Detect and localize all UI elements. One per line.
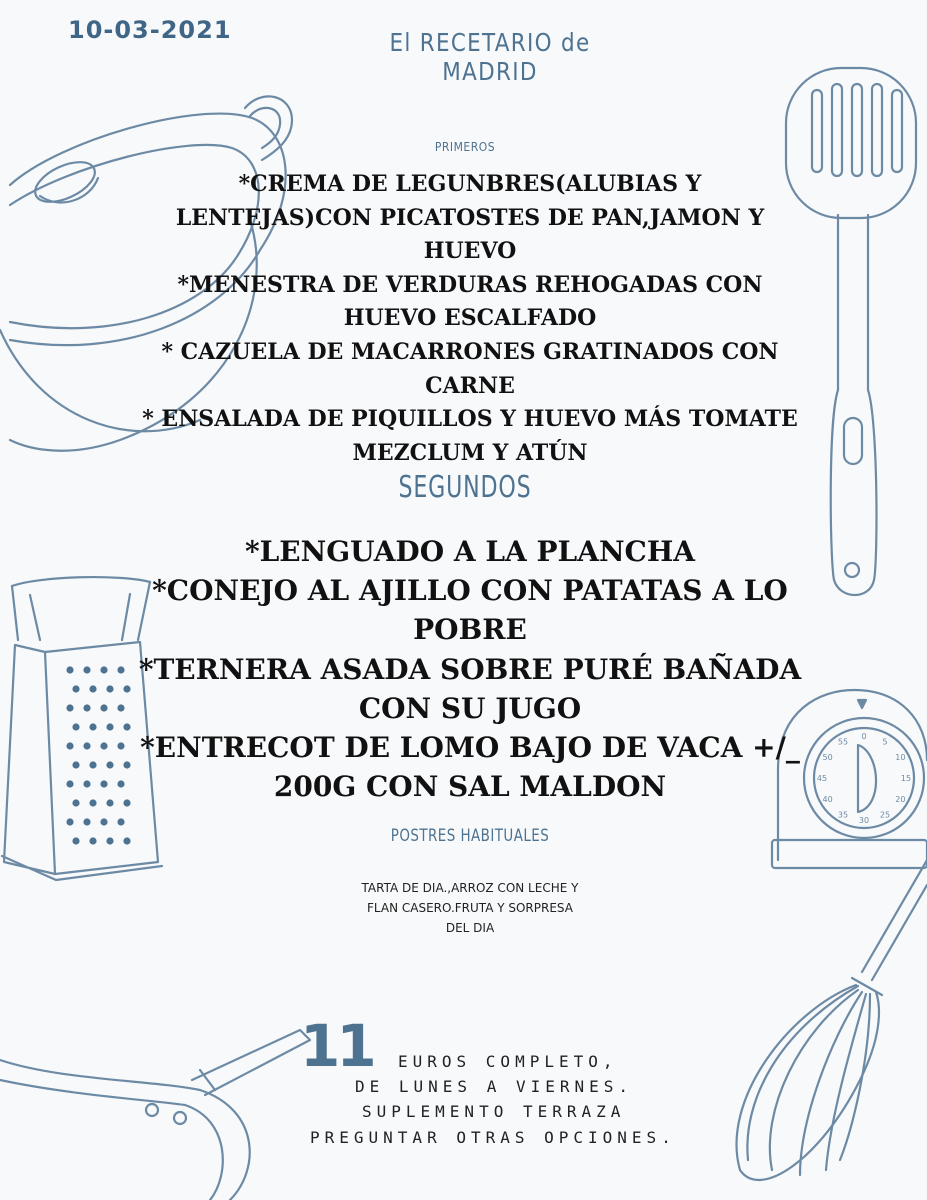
grater-hole: [106, 761, 113, 768]
grater-hole: [72, 799, 79, 806]
menu-line: HUEVO ESCALFADO: [343, 305, 597, 332]
menu-line: CON SU JUGO: [358, 691, 582, 725]
grater-hole: [117, 780, 124, 787]
primeros-list: [130, 168, 810, 470]
grater-hole: [100, 818, 107, 825]
timer-number: 55: [837, 737, 849, 747]
grater-hole: [100, 742, 107, 749]
timer-number: 10: [895, 753, 906, 762]
menu-line: * CAZUELA DE MACARRONES GRATINADOS CON: [161, 338, 779, 365]
grater-hole: [117, 704, 124, 711]
dessert-line: DEL DIA: [445, 921, 495, 935]
grater-hole: [100, 704, 107, 711]
grater-hole: [72, 837, 79, 844]
segundos-heading: SEGUNDOS: [398, 470, 532, 505]
grater-hole: [123, 837, 130, 844]
grater-hole: [83, 818, 90, 825]
price-info-line: SUPLEMENTO TERRAZA: [362, 1102, 626, 1121]
menu-line: *CREMA DE LEGUNBRES(ALUBIAS Y: [238, 171, 702, 197]
timer-number: 0: [861, 732, 867, 741]
postres-list: [320, 878, 620, 938]
grater-hole: [66, 704, 73, 711]
timer-number: 20: [895, 795, 906, 804]
postres-heading: POSTRES HABITUALES: [390, 826, 550, 846]
menu-date: 10-03-2021: [68, 16, 232, 44]
timer-number: 50: [822, 753, 833, 762]
grater-hole: [89, 837, 96, 844]
menu-line: MEZCLUM Y ATÚN: [352, 439, 588, 466]
grater-hole: [72, 761, 79, 768]
menu-line: HUEVO: [423, 238, 517, 265]
grater-hole: [72, 685, 79, 692]
grater-hole: [72, 723, 79, 730]
segundos-list: [130, 532, 810, 806]
grater-holes: [66, 666, 130, 844]
menu-line: CARNE: [425, 372, 515, 399]
menu-line: *MENESTRA DE VERDURAS REHOGADAS CON: [177, 271, 763, 298]
grater-hole: [89, 723, 96, 730]
menu-line: * ENSALADA DE PIQUILLOS Y HUEVO MÁS TOMATE: [142, 406, 798, 433]
grater-hole: [83, 780, 90, 787]
timer-number: 45: [816, 774, 828, 783]
grater-hole: [106, 837, 113, 844]
timer-number: 15: [900, 774, 912, 783]
timer-number: 5: [882, 737, 888, 747]
grater-hole: [83, 742, 90, 749]
timer-number: 35: [837, 810, 849, 820]
grater-hole: [89, 799, 96, 806]
restaurant-name: El RECETARIO de MADRID: [389, 28, 591, 86]
grater-hole: [117, 666, 124, 673]
menu-line: POBRE: [413, 613, 527, 647]
timer-number: 30: [858, 816, 870, 825]
grater-hole: [66, 666, 73, 673]
grater-hole: [106, 685, 113, 692]
menu-line: LENTEJAS)CON PICATOSTES DE PAN,JAMON Y: [175, 204, 765, 231]
grater-hole: [100, 780, 107, 787]
frying-pan-icon: [0, 1030, 310, 1200]
grater-hole: [66, 818, 73, 825]
menu-line: 200G CON SAL MALDON: [273, 770, 667, 804]
price-info-line: EUROS COMPLETO,: [398, 1052, 618, 1071]
dessert-line: TARTA DE DIA.,ARROZ CON LECHE Y: [361, 881, 579, 895]
grater-hole: [66, 780, 73, 787]
menu-line: *ENTRECOT DE LOMO BAJO DE VACA +/_: [140, 731, 800, 765]
whisk-icon: [737, 860, 927, 1180]
timer-number: 25: [879, 810, 891, 820]
menu-line: *TERNERA ASADA SOBRE PURÉ BAÑADA: [138, 652, 802, 686]
grater-hole: [106, 799, 113, 806]
price-amount: 11: [300, 1012, 373, 1080]
grater-hole: [83, 666, 90, 673]
grater-hole: [89, 761, 96, 768]
grater-hole: [66, 742, 73, 749]
primeros-heading: PRIMEROS: [434, 140, 496, 154]
timer-number: 40: [822, 795, 833, 804]
grater-hole: [100, 666, 107, 673]
grater-hole: [117, 818, 124, 825]
grater-hole: [106, 723, 113, 730]
menu-line: *CONEJO AL AJILLO CON PATATAS A LO: [152, 574, 788, 608]
price-info-line: DE LUNES A VIERNES.: [355, 1077, 634, 1096]
grater-hole: [83, 704, 90, 711]
grater-hole: [89, 685, 96, 692]
grater-hole: [117, 742, 124, 749]
price-info-line: PREGUNTAR OTRAS OPCIONES.: [310, 1128, 676, 1147]
menu-line: *LENGUADO A LA PLANCHA: [244, 535, 696, 568]
dessert-line: FLAN CASERO.FRUTA Y SORPRESA: [367, 901, 573, 915]
